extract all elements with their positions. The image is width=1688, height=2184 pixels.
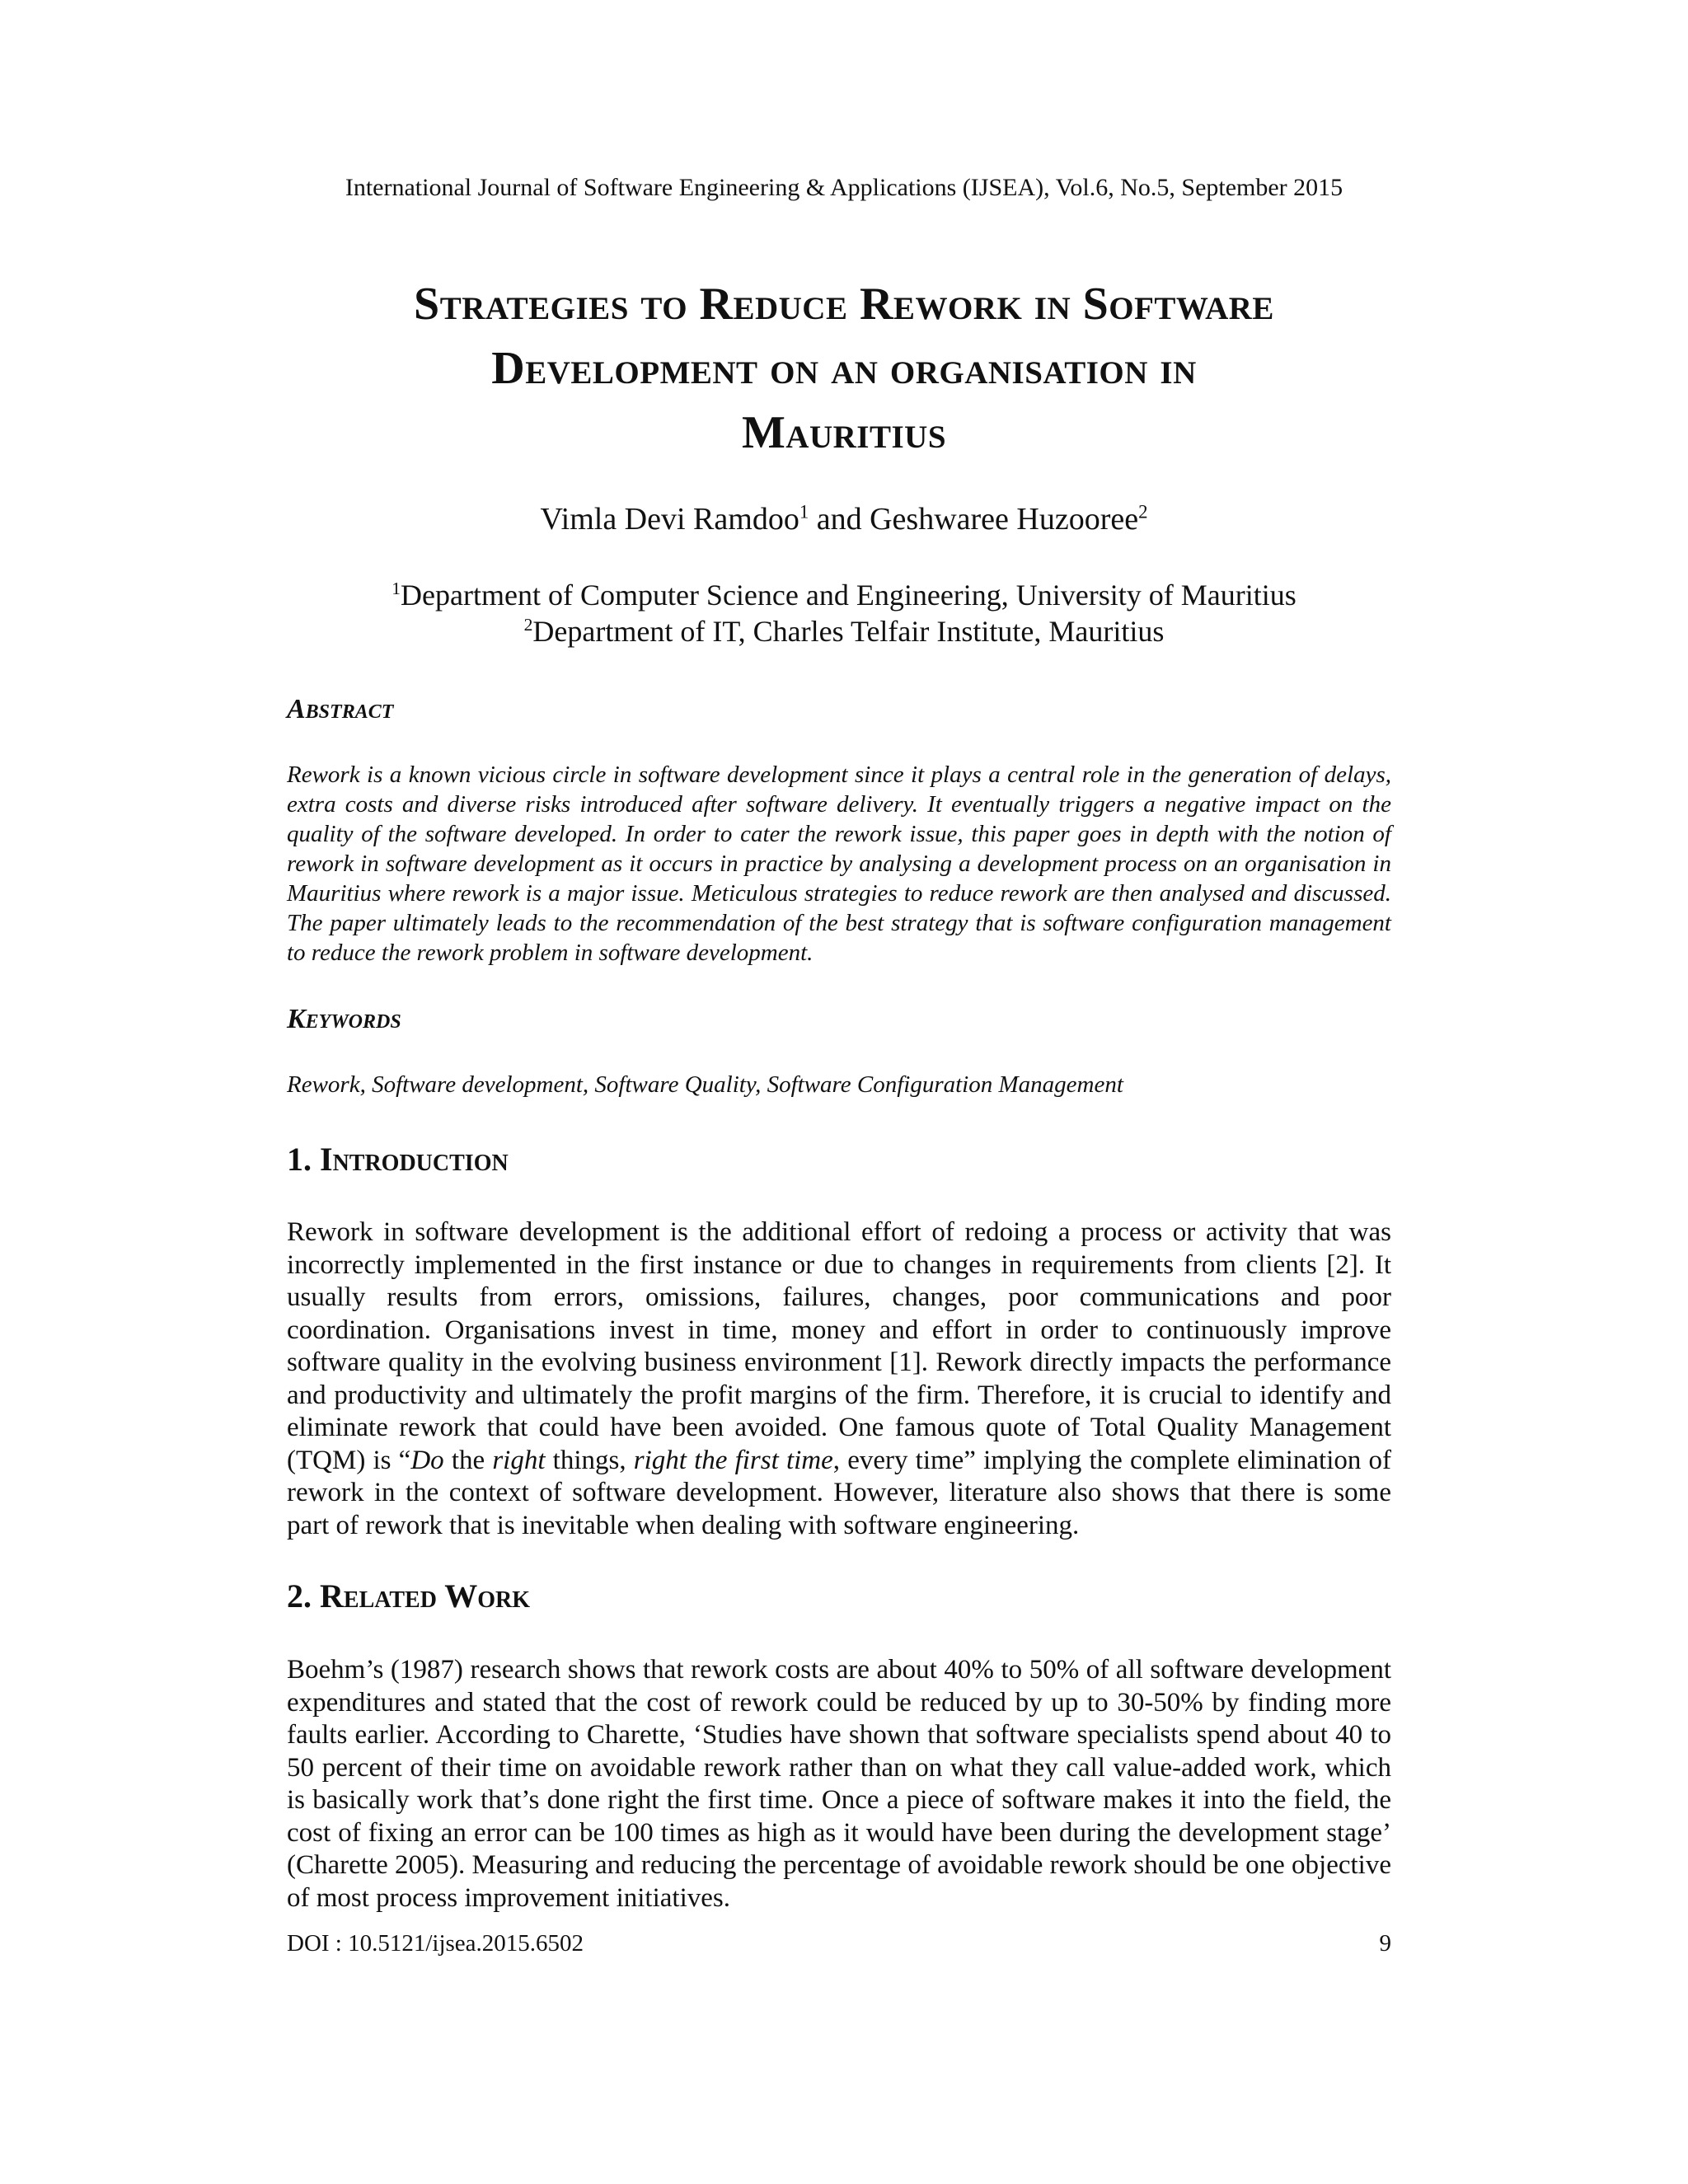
affiliation-text: Department of IT, Charles Telfair Institute, Mauritius	[532, 615, 1165, 648]
affiliation-line	[0, 613, 1688, 649]
keywords-text: Rework, Software development, Software Quality, Software Configuration Management	[287, 1071, 1123, 1098]
author-conjunction: and	[809, 502, 870, 537]
title-line: Development on an organisation in	[491, 343, 1197, 394]
intro-emphasis: Do	[410, 1445, 444, 1475]
related-work-text: Boehm’s (1987) research shows that rework costs are about 40% to 50% of all software development expenditures and stated that the cost of rework could be reduced by up to 30-50% by finding more faults earlier. According to Charette, ‘Studies have shown that software specialists spend about 40 to 50 percent of their time on avoidable rework rather than on what they call value-added work, which is basically work that’s done right the first time. Once a piece of software makes it into the field, the cost of fixing an error can be 100 times as high as it would have been during the development stage’ (Charette 2005). Measuring and reducing the percentage of avoidable rework should be one objective of most process improvement initiatives.	[287, 1655, 1391, 1913]
affiliations	[0, 577, 1688, 649]
affiliation-marker: 1	[392, 579, 401, 598]
intro-text-segment: Rework in software development is the additional effort of redoing a process or activity that was incorrectly implemented in the first instance or due to changes in requirements from clients [2]. It usually results from errors, omissions, failures, changes, poor communications and poor coordination. Organisations invest in time, money and effort in order to continuously improve software quality in the evolving business environment [1]. Rework directly impacts the performance and productivity and ultimately the profit margins of the firm. Therefore, it is crucial to identify and eliminate rework that could have been avoided. One famous quote of Total Quality Management (TQM) is “	[287, 1217, 1391, 1475]
introduction-text	[287, 1216, 1391, 1542]
journal-running-header: International Journal of Software Engineering & Applications (IJSEA), Vol.6, No.5, September 2015	[345, 174, 1343, 201]
affiliation-line	[0, 577, 1688, 613]
intro-emphasis: right the first time	[633, 1445, 833, 1475]
affiliation-marker: 2	[523, 615, 533, 635]
intro-emphasis: right	[492, 1445, 546, 1475]
intro-text-segment: things,	[545, 1445, 634, 1475]
author-name: Vimla Devi Ramdoo	[540, 502, 799, 537]
abstract-heading: Abstract	[287, 694, 394, 724]
doi-footer: DOI : 10.5121/ijsea.2015.6502	[287, 1930, 584, 1957]
affiliation-text: Department of Computer Science and Engineering, University of Mauritius	[401, 579, 1296, 612]
intro-text-segment: , every time” implying the complete elimination of rework in the context of software development. However, literature also shows that there is some part of rework that is inevitable when dealing with software engineering.	[287, 1445, 1392, 1540]
related-work-heading: 2. Related Work	[287, 1577, 531, 1615]
paper-title	[272, 272, 1416, 465]
author-name: Geshwaree Huzooree	[870, 502, 1139, 537]
author-affiliation-marker: 2	[1138, 501, 1148, 523]
author-list	[0, 499, 1688, 540]
intro-text-segment: the	[443, 1445, 493, 1475]
keywords-heading: Keywords	[287, 1004, 401, 1034]
abstract-text: Rework is a known vicious circle in software development since it plays a central role in the generation of delays, extra costs and diverse risks introduced after software delivery. It eventually triggers a negative impact on the quality of the software developed. In order to cater the rework issue, this paper goes in depth with the notion of rework in software development as it occurs in practice by analysing a development process on an organisation in Mauritius where rework is a major issue. Meticulous strategies to reduce rework are then analysed and discussed. The paper ultimately leads to the recommendation of the best strategy that is software configuration management to reduce the rework problem in software development.	[287, 762, 1391, 966]
title-line: Mauritius	[741, 407, 947, 458]
title-line: Strategies to Reduce Rework in Software	[414, 279, 1274, 330]
page-number: 9	[1379, 1930, 1391, 1957]
author-affiliation-marker: 1	[799, 501, 809, 523]
introduction-heading: 1. Introduction	[287, 1141, 509, 1178]
